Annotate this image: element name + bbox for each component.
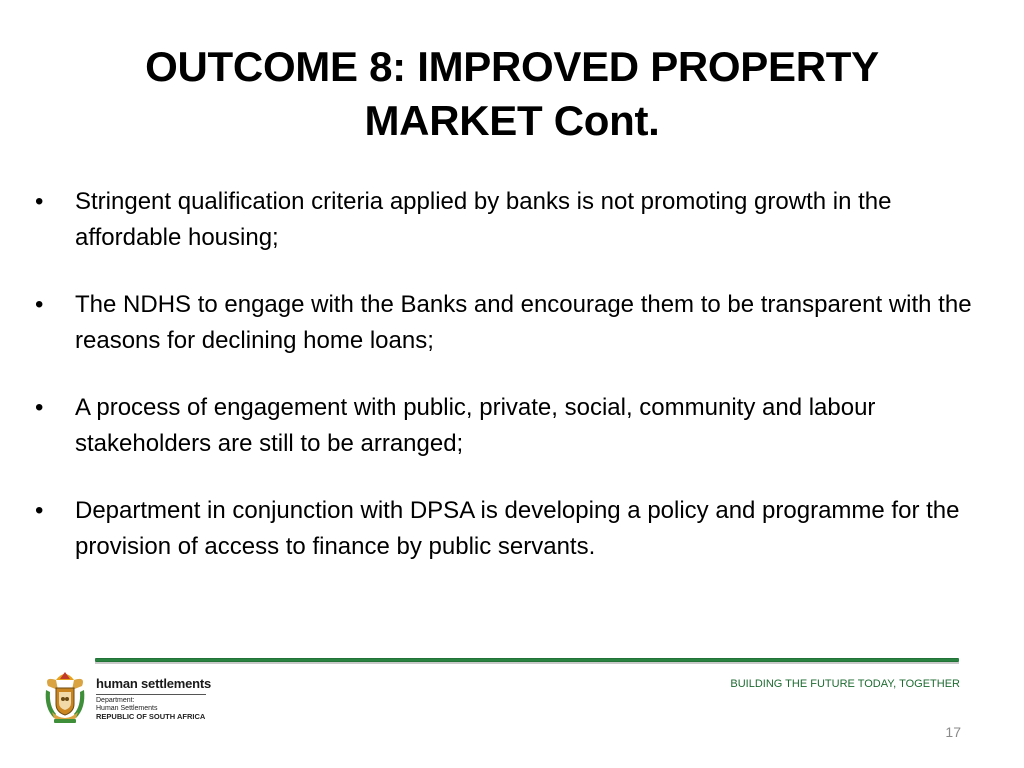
- bullet-item: [30, 287, 980, 359]
- page-number: 17: [945, 724, 961, 740]
- bullet-text: Department in conjunction with DPSA is developing a policy and programme for the provision of access to finance by public servants.: [75, 497, 960, 560]
- country-name: REPUBLIC OF SOUTH AFRICA: [96, 712, 206, 721]
- department-rule: [96, 694, 206, 695]
- department-label: Department:: [96, 697, 135, 704]
- coat-of-arms-icon: [42, 668, 88, 726]
- footer-tagline: BUILDING THE FUTURE TODAY, TOGETHER: [730, 678, 960, 690]
- title-line-2: MARKET Cont.: [364, 97, 660, 144]
- bullet-marker: •: [35, 497, 44, 524]
- bullet-marker: •: [35, 188, 44, 215]
- department-name: human settlements: [96, 676, 212, 691]
- department-logo: [96, 676, 236, 721]
- bullet-text: The NDHS to engage with the Banks and encourage them to be transparent with the reasons for declining home loans;: [75, 291, 972, 354]
- bullet-marker: •: [35, 291, 44, 318]
- department-full-name: Human Settlements: [96, 705, 158, 712]
- bullet-list: [30, 184, 980, 596]
- bullet-text: Stringent qualification criteria applied by banks is not promoting growth in the affordable housing;: [75, 188, 892, 251]
- slide-title: [60, 40, 964, 148]
- bullet-marker: •: [35, 394, 44, 421]
- bullet-text: A process of engagement with public, private, social, community and labour stakeholders are still to be arranged;: [75, 394, 876, 457]
- footer-divider-shadow: [95, 662, 959, 664]
- bullet-item: [30, 184, 980, 256]
- title-line-1: OUTCOME 8: IMPROVED PROPERTY: [145, 43, 879, 90]
- bullet-item: [30, 493, 980, 565]
- bullet-item: [30, 390, 980, 462]
